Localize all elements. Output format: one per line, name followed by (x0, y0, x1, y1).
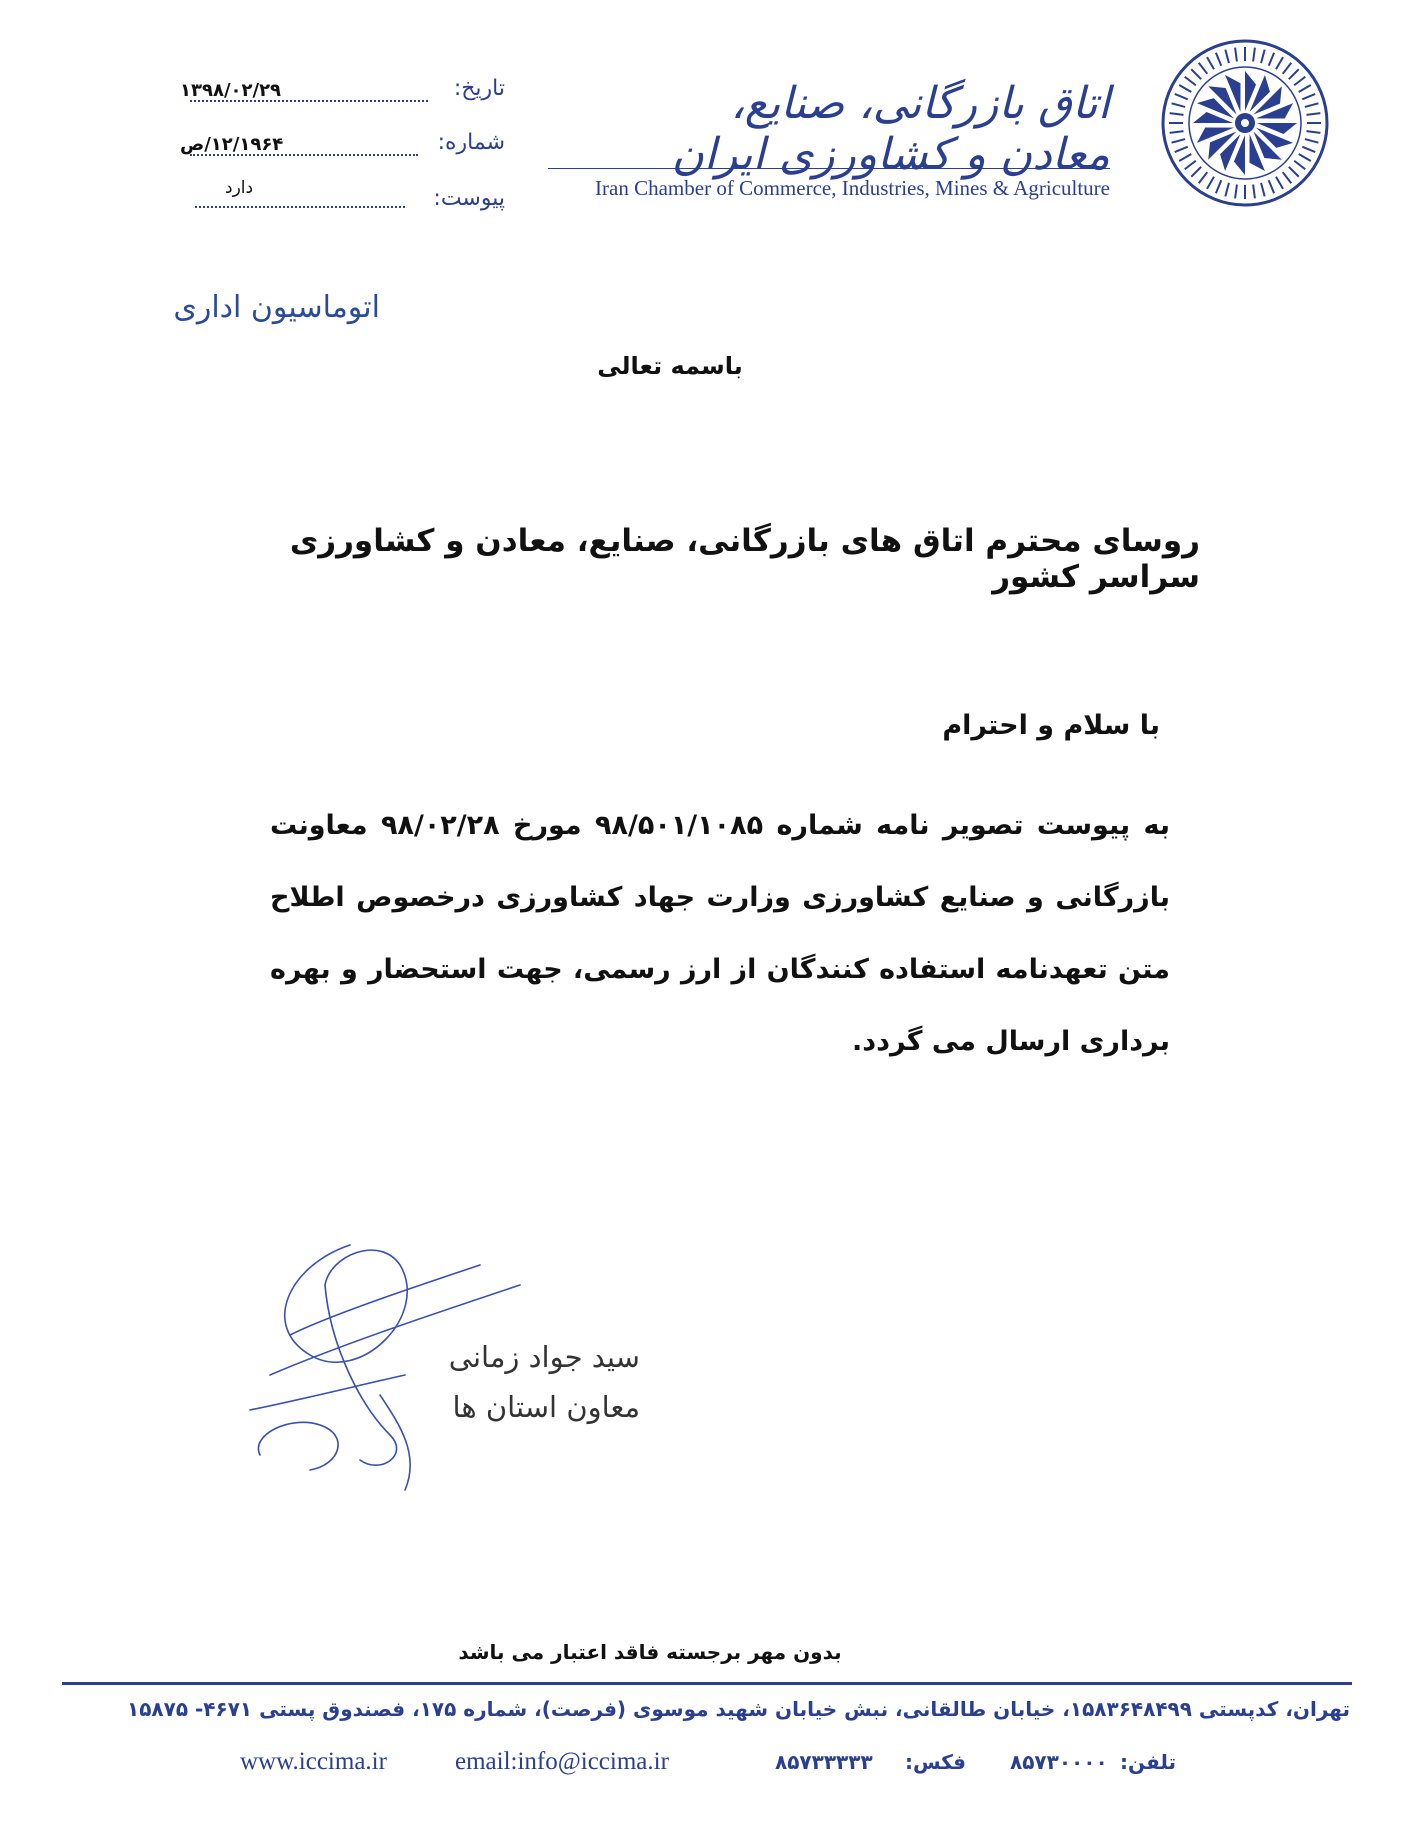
letter-body: به پیوست تصویر نامه شماره ۹۸/۵۰۱/۱۰۸۵ مورخ ۹۸/۰۲/۲۸ معاونت بازرگانی و صنایع کشاورزی وزارت جهاد کشاورزی درخصوص اطلاح متن تعهدنامه استفاده کنندگان از ارز رسمی، جهت استحضار و بهره برداری ارسال می گردد. (270, 810, 1171, 1057)
number-label: شماره: (437, 130, 505, 155)
website-link[interactable]: www.iccima.ir (240, 1748, 387, 1775)
fax-label: فکس: (905, 1750, 966, 1774)
signer-name: سید جواد زمانی (448, 1340, 640, 1374)
chamber-emblem-icon (1160, 38, 1330, 208)
phone-number: ۸۵۷۳۰۰۰۰ (1010, 1750, 1108, 1774)
fax-number: ۸۵۷۳۳۳۳۳ (775, 1750, 873, 1774)
footer-divider (62, 1682, 1352, 1685)
attachment-value: دارد (225, 178, 254, 198)
seal-validity-note: بدون مهر برجسته فاقد اعتبار می باشد (458, 1640, 842, 1664)
recipient-line: روسای محترم اتاق های بازرگانی، صنایع، معادن و کشاورزی سراسر کشور (289, 523, 1200, 595)
footer-contact (0, 1748, 1411, 1788)
footer-address: تهران، کدپستی ۱۵۸۳۶۴۸۴۹۹، خیابان طالقانی، نبش خیابان شهید موسوی (فرصت)، شماره ۱۷۵، فصندوق پستی ۴۶۷۱- ۱۵۸۷۵ (126, 1697, 1350, 1721)
org-name-persian: اتاق بازرگانی، صنایع، معادن و کشاورزی ایران (671, 78, 1110, 180)
email-link[interactable]: email:info@iccima.ir (455, 1748, 669, 1775)
date-value: ۱۳۹۸/۰۲/۲۹ (180, 80, 282, 101)
org-name-english: Iran Chamber of Commerce, Industries, Mines & Agriculture (595, 176, 1110, 200)
invocation-heading: باسمه تعالی (597, 352, 743, 380)
attachment-dotted-line (195, 206, 405, 208)
greeting-line: با سلام و احترام (942, 710, 1160, 741)
office-automation-stamp: اتوماسیون اداری (173, 290, 380, 325)
number-value: ۱۲/۱۹۶۴/ص (180, 134, 284, 155)
signer-title: معاون استان ها (452, 1390, 640, 1424)
attachment-label: پیوست: (433, 186, 505, 211)
phone-label: تلفن: (1120, 1750, 1177, 1774)
header-divider (548, 168, 1110, 169)
date-label: تاریخ: (453, 76, 505, 101)
